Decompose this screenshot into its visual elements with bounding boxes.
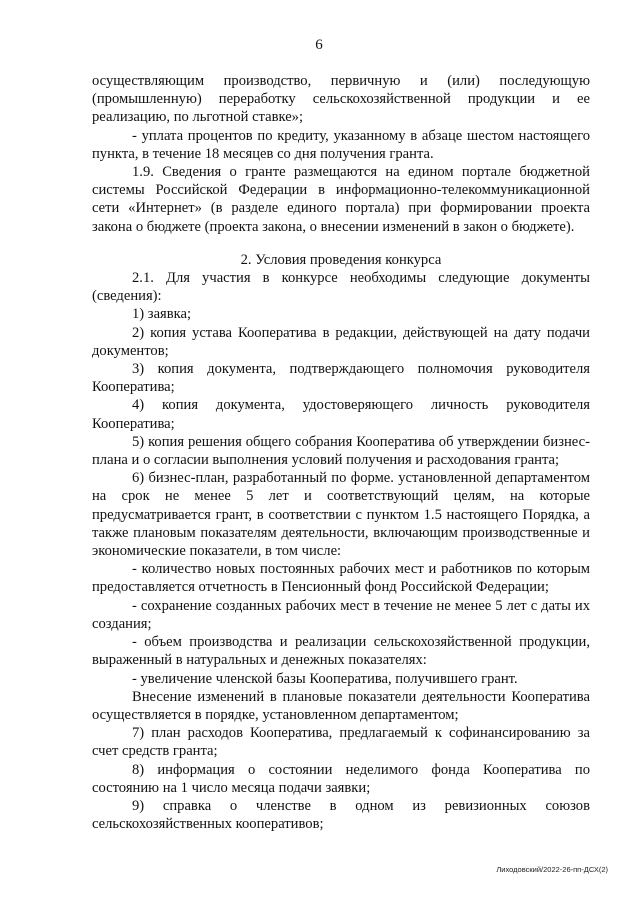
list-item-4: 4) копия документа, удостоверяющего личность руководителя Кооператива; [92,397,590,432]
list-item-9: 9) справка о членстве в одном из ревизионных союзов сельскохозяйственных кооперативов; [92,797,590,833]
indicator-production-volume: - объем производства и реализации сельскохозяйственной продукции, выраженный в натуральных и денежных показателях: [92,634,590,669]
document-footer-code: Лиходовский/2022-26-пп-ДСХ(2) [496,865,608,874]
list-item-3: 3) копия документа, подтверждающего полномочия руководителя Кооператива; [92,361,590,396]
list-item-8: 8) информация о состоянии неделимого фонда Кооператива по состоянию на 1 число месяца подачи заявки; [92,761,590,796]
paragraph-plan-changes: Внесение изменений в плановые показатели деятельности Кооператива осуществляется в порядке, установленном департаментом; [92,688,590,723]
indicator-membership-growth: - увеличение членской базы Кооператива, получившего грант. [132,670,518,687]
paragraph-2-1: 2.1. Для участия в конкурсе необходимы следующие документы (сведения): [92,270,590,305]
document-body [92,72,590,833]
paragraph-1-9: 1.9. Сведения о гранте размещаются на едином портале бюджетной системы Российской Федерации в информационно-телекоммуникационной сети «Интернет» (в разделе единого портала) при формировании проекта закона о бюджете (проекта закона, о внесении изменений в закон о бюджете). [92,164,590,235]
list-item-2: 2) копия устава Кооператива в редакции, действующей на дату подачи документов; [92,324,590,359]
section-heading: 2. Условия проведения конкурса [240,251,442,268]
list-item-7: 7) план расходов Кооператива, предлагаемый к софинансированию за счет средств гранта; [92,725,590,760]
page-number: 6 [315,37,323,53]
list-item-1: 1) заявка; [132,306,192,323]
indicator-new-jobs: - количество новых постоянных рабочих мест и работников по которым предоставляется отчетность в Пенсионный фонд Российской Федерации; [92,561,590,596]
list-item-5: 5) копия решения общего собрания Кооператива об утверждении бизнес-плана и о согласии выполнения условий получения и расходования гранта; [92,433,590,469]
list-item-6: 6) бизнес-план, разработанный по форме. установленной департаментом на срок не менее 5 лет и соответствующий целям, на которые предусматривается грант, в соответствии с пунктом 1.5 настоящего Порядка, а также плановым показателям деятельности, включающим производственные и экономические показатели, в том числе: [92,470,590,560]
indicator-job-retention: - сохранение созданных рабочих мест в течение не менее 5 лет с даты их создания; [92,597,590,632]
paragraph-continuation: осуществляющим производство, первичную и (или) последующую (промышленную) переработку сельскохозяйственной продукции и ее реализацию, по льготной ставке»; [92,73,590,126]
paragraph-interest-payment: - уплата процентов по кредиту, указанному в абзаце шестом настоящего пункта, в течение 18 месяцев со дня получения гранта. [92,127,590,162]
